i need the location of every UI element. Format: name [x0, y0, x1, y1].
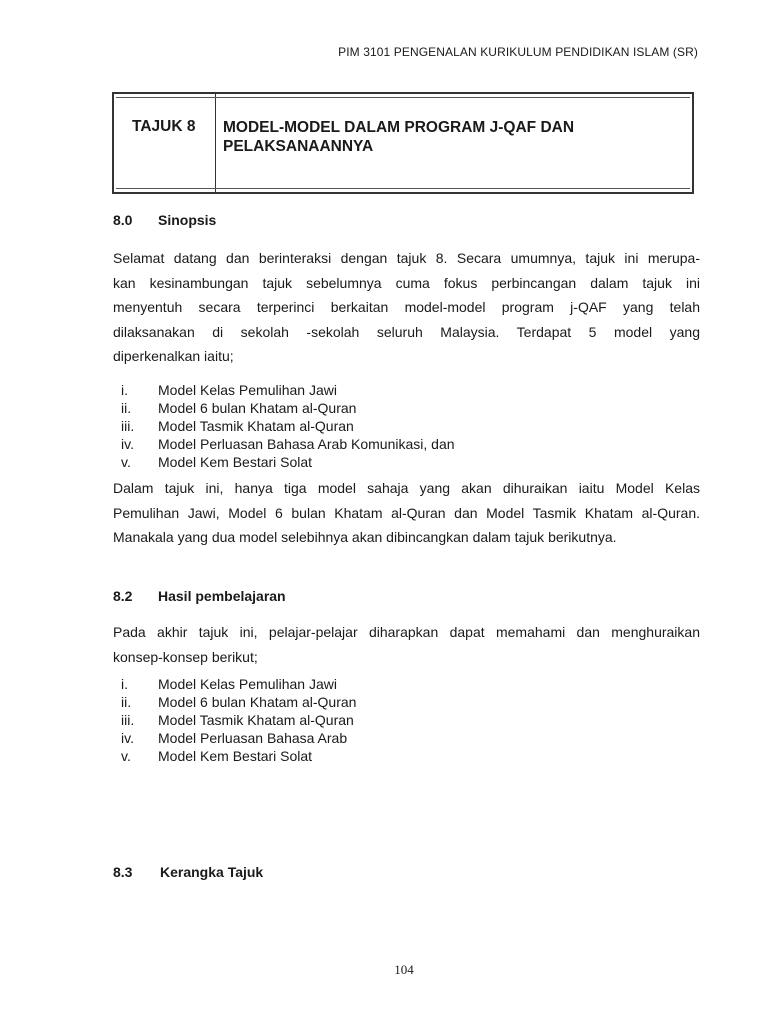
section-title: Hasil pembelajaran — [158, 588, 286, 604]
title-box-inner-top-rule — [116, 97, 690, 98]
sinopsis-paragraph — [113, 246, 700, 369]
text-line: menyentuh secara terperinci berkaitan model-model program j-QAF yang telah — [113, 299, 700, 315]
list-number: iii. — [121, 418, 135, 434]
topic-title-line-2: PELAKSANAANNYA — [223, 138, 374, 155]
topic-title — [216, 94, 574, 192]
list-text: Model Kem Bestari Solat — [158, 748, 313, 764]
text-line: konsep-konsep berikut; — [113, 648, 258, 665]
list-item — [113, 693, 356, 711]
running-header: PIM 3101 PENGENALAN KURIKULUM PENDIDIKAN ISLAM (SR) — [338, 45, 698, 59]
list-item — [113, 453, 455, 471]
text-line: diperkenalkan iaitu; — [113, 348, 234, 364]
list-item — [113, 381, 455, 399]
list-text: Model Tasmik Khatam al-Quran — [158, 418, 354, 434]
section-number: 8.3 — [113, 864, 133, 880]
list-item — [113, 435, 455, 453]
title-box-inner-bottom-rule — [116, 188, 690, 189]
hasil-paragraph — [113, 620, 700, 669]
list-text: Model Perluasan Bahasa Arab Komunikasi, dan — [158, 436, 455, 452]
list-item — [113, 417, 455, 435]
section-heading-sinopsis — [113, 212, 216, 228]
list-text: Model 6 bulan Khatam al-Quran — [158, 694, 357, 710]
section-number: 8.0 — [113, 212, 133, 228]
list-text: Model Kelas Pemulihan Jawi — [158, 676, 337, 692]
text-line: Pemulihan Jawi, Model 6 bulan Khatam al-Quran dan Model Tasmik Khatam al-Quran. — [113, 504, 700, 521]
text-line: Dalam tajuk ini, hanya tiga model sahaja yang akan dihuraikan iaitu Model Kelas — [113, 480, 700, 496]
list-number: v. — [121, 748, 131, 764]
list-number: ii. — [121, 694, 132, 710]
list-item — [113, 675, 356, 693]
list-number: ii. — [121, 400, 132, 416]
model-list — [113, 381, 455, 471]
section-number: 8.2 — [113, 588, 133, 604]
list-item — [113, 747, 356, 765]
list-number: i. — [121, 676, 128, 692]
section-heading-hasil-pembelajaran — [113, 588, 286, 604]
list-item — [113, 711, 356, 729]
section-heading-kerangka-tajuk — [113, 864, 263, 880]
list-text: Model Tasmik Khatam al-Quran — [158, 712, 354, 728]
text-line: Manakala yang dua model selebihnya akan dibincangkan dalam tajuk berikutnya. — [113, 529, 617, 545]
section-title: Kerangka Tajuk — [160, 864, 264, 880]
section-title: Sinopsis — [158, 212, 217, 228]
learning-outcome-list — [113, 675, 356, 765]
after-list-paragraph — [113, 476, 700, 550]
list-item — [113, 399, 455, 417]
topic-title-box — [112, 92, 694, 194]
topic-title-line-1: MODEL-MODEL DALAM PROGRAM J-QAF DAN — [223, 119, 575, 136]
list-item — [113, 729, 356, 747]
page-number: 104 — [394, 962, 414, 977]
list-text: Model Perluasan Bahasa Arab — [158, 730, 348, 746]
list-number: iv. — [121, 436, 134, 452]
list-text: Model Kem Bestari Solat — [158, 454, 313, 470]
text-line: kan kesinambungan tajuk sebelumnya cuma fokus perbincangan dalam tajuk ini — [113, 274, 700, 291]
list-number: iii. — [121, 712, 135, 728]
text-line: Pada akhir tajuk ini, pelajar-pelajar diharapkan dapat memahami dan menghuraikan — [113, 624, 700, 640]
text-line: Selamat datang dan berinteraksi dengan tajuk 8. Secara umumnya, tajuk ini merupa- — [113, 250, 700, 266]
topic-label: TAJUK 8 — [114, 94, 216, 192]
list-text: Model Kelas Pemulihan Jawi — [158, 382, 337, 398]
list-text: Model 6 bulan Khatam al-Quran — [158, 400, 357, 416]
text-line: dilaksanakan di sekolah -sekolah seluruh Malaysia. Terdapat 5 model yang — [113, 323, 700, 340]
list-number: v. — [121, 454, 131, 470]
list-number: iv. — [121, 730, 134, 746]
list-number: i. — [121, 382, 128, 398]
